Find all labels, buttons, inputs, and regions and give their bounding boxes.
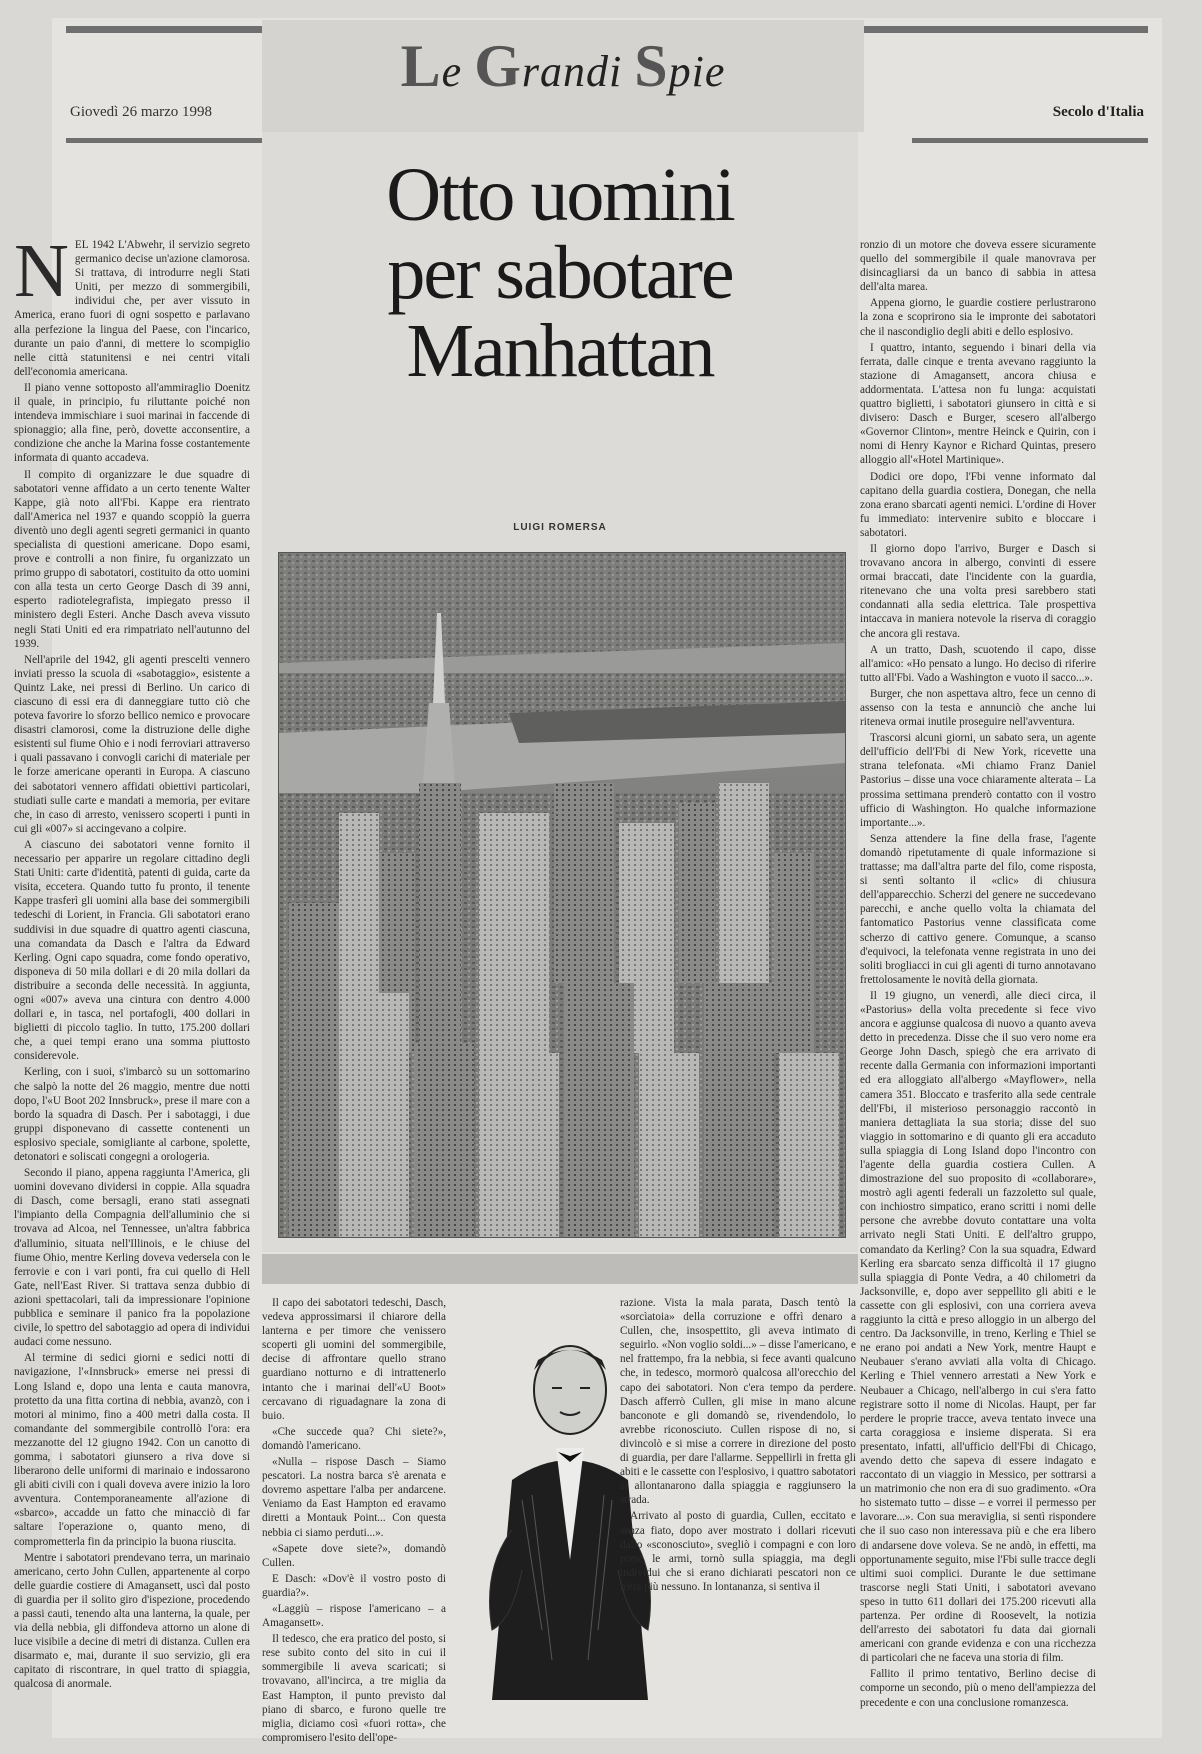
paragraph: Il 19 giugno, un venerdì, alle dieci circa, il «Pastorius» della volta precedente si fece vivo ancora e aggiunse qualcosa di nuovo a quanto aveva detto in precedenza. Disse che il suo vero nome era George John Dasch, spiegò che era arrivato di recente dalla Germania con informazioni importanti ed era alloggiato all'albergo «Mayflower», nella camera 351. Bloccato e trasferito alla sede centrale dell'Fbi, il misterioso personaggio raccontò in maniera dettagliata la sua storia; disse del suo viaggio in sottomarino e di quanto gli era accaduto sulla spiaggia di Long Island dopo l'incontro con l'agente della guardia costiera Cullen. A dimostrazione del suo proposito di «collaborare», mostrò agli agenti federali un fazzoletto sul quale, con inchiostro simpatico, erano scritti i nomi delle persone che avrebbe dovuto contattare una volta arrivato negli Stati Uniti. E dell'altro gruppo, comandato da Kerling? Con la sua squadra, Edward Kerling era sbarcato senza difficoltà il 17 giugno sulla spiaggia di Ponte Vedra, a 40 chilometri da Jacksonville, e, dopo aver seppellito gli abiti e le cassette con gli esplosivi, con una corriera aveva raggiunto la città e preso alloggio in un albergo del centro. Da Jacksonville, in treno, Kerling e Thiel se ne erano poi andati a New York, mentre Haupt e Neubauer s'erano avviati alla volta di Chicago. Kerling e Thiel vennero arrestati a New York e Neubauer a Chicago, nell'albergo in cui s'era fatto registrare sotto il nome di Nicolas. Haupt, per far perdere le proprie tracce, aveva tentato invece una carta coraggiosa e insieme disperata. Si era presentato, infatti, all'ufficio dell'Fbi di Chicago, avendo detto che sapeva di essere indagato e raccontato di un viaggio in Messico, per sottrarsi a un matrimonio che non era di suo gradimento. «Ora ho sistemato tutto – disse – e vorrei il permesso per lavorare...». Con sua meraviglia, si sentì rispondere che il suo caso non interessava più e che era libero di andarsene dove voleva. Se ne andò, in effetti, ma opportunamente seguito, mise l'Fbi sulle tracce degli ultimi suoi complici. Durante le due settimane trascorse negli Stati Uniti, i sabotatori avevano speso in tutto 611 dollari dei 175.200 ricevuti alla partenza. Per ordine di Roosevelt, la notizia dell'arresto dei sabotatori fu data dai giornali americani con grande evidenza e con una ricchezza di particolari che ne faceva una storia di film. xyxy=(860,989,1096,1665)
article-column-2 xyxy=(262,1296,446,1744)
paragraph: I quattro, intanto, seguendo i binari della via ferrata, dalle cinque e trenta avevano raggiunto la stazione di Amagansett, ancora chiusa e addormentata. L'attesa non fu lunga: acquistati quattro biglietti, i sabotatori giunsero in città e si divisero: Dasch e Burger, scesero all'albergo «Governor Clinton», mentre Heinck e Quirin, con i nomi di Henry Kaynor e Richard Quintas, presero alloggio all'«Hotel Martinique». xyxy=(860,341,1096,467)
paragraph: «Sapete dove siete?», domandò Cullen. xyxy=(262,1542,446,1569)
manhattan-aerial-photo xyxy=(278,552,846,1238)
paragraph: EL 1942 L'Abwehr, il servizio segreto germanico decise un'azione clamorosa. Si trattava, di introdurre negli Stati Uniti, per mezzo di sommergibili, individui che, per aver vissuto in America, erano fuori di ogni sospetto e parlavano alla perfezione la lingua del Paese, con l'incarico, durante un paio d'anni, di mettere lo scompiglio nelle città statunitensi e nei centri vitali dell'economia americana. xyxy=(14,239,250,378)
paper-name: Secolo d'Italia xyxy=(1052,104,1144,120)
drop-cap: N xyxy=(14,229,69,313)
paragraph: Il tedesco, che era pratico del posto, si rese subito conto del sito in cui il sommergibile li aveva scaricati; si trovavano, all'incirca, a tre miglia da East Hampton, il punto previsto dal piano di sbarco, e furono quelle tre miglia, diciamo così «fuori rotta», che compromisero l'esito dell'ope- xyxy=(262,1633,446,1744)
paragraph: Il capo dei sabotatori tedeschi, Dasch, vedeva approssimarsi il chiarore della lanterna e per timore che venissero scoperti gli uomini del sommergibile, decise di affrontare quello strano guardiano notturno e di intrattenerlo intanto che i marinai dell'«U Boot» cercavano di riguadagnare la zona di buio. xyxy=(262,1297,446,1422)
paragraph: Appena giorno, le guardie costiere perlustrarono la zona e scoprirono sia le impronte dei sabotatori che il nascondiglio degli abiti e dello esplosivo. xyxy=(860,297,1096,338)
paragraph: «Laggiù – rispose l'americano – a Amagansett». xyxy=(262,1602,446,1630)
paragraph: «Che succede qua? Chi siete?», domandò l'americano. xyxy=(262,1425,446,1452)
paragraph: «Nulla – rispose Dasch – Siamo pescatori. La nostra barca s'è arenata e dovremo aspettare l'alba per andarcene. Veniamo da East Hampton ed eravamo diretti a Montauk Point... Con questa nebbia ci siamo perduti...». xyxy=(262,1456,446,1539)
paragraph: Il compito di organizzare le due squadre di sabotatori venne affidato a un certo tenente Walter Kappe, già noto all'Fbi. Kappe era rientrato dall'America nel 1937 e quando scoppiò la guerra diventò uno degli agenti segreti germanici in quanto specialista di questioni americane. Dopo esami, prove e controlli a non finire, fu organizzato un primo gruppo di sabotatori, costituito da otto uomini con alla testa un certo George Dasch di 39 anni, esperto radiotelegrafista, impiegato presso il ministero degli Esteri. Anche Dasch aveva vissuto negli Stati Uniti ed era rimpatriato nell'autunno del 1939. xyxy=(14,468,250,650)
headline-line-1: Otto uomini xyxy=(386,153,734,237)
series-title: Le Grandi Spie xyxy=(400,33,726,99)
paragraph: Arrivato al posto di guardia, Cullen, eccitato e senza fiato, dopo aver mostrato i dollari ricevuti dallo «sconosciuto», svegliò i compagni e con loro prese le armi, tornò sulla spiaggia, ma degli individui che si erano dichiarati pescatori non ce n'era più nessuno. In lontananza, si sentiva il xyxy=(620,1510,856,1593)
paragraph: Il piano venne sottoposto all'ammiraglio Doenitz il quale, in principio, fu riluttante poiché non intendeva immischiare i suoi marinai in faccende di spionaggio; alla fine, però, dovette acconsentire, a condizione che anche la Marina fosse costantemente informata di quanto accadeva. xyxy=(14,381,250,465)
paragraph: Mentre i sabotatori prendevano terra, un marinaio americano, certo John Cullen, appartenente al corpo delle guardie costiere di Amagansett, uscì dal posto di guardia per il solito giro d'ispezione, procedendo a passi cauti, tenendo alta una lanterna, la quale, per via della nebbia, gli diffondeva attorno un alone di luce visibile a decine di metri di distanza. Cullen era disarmato e, mai, durante il suo servizio, gli era capitato di riscontrare, in quel tratto di spiaggia, qualcosa di anormale. xyxy=(14,1551,250,1691)
paragraph: Nell'aprile del 1942, gli agenti prescelti vennero inviati presso la scuola di «sabotaggio», esistente a Quintz Lake, nei pressi di Berlino. Un carico di ciascuno di essi era di danneggiare tutto ciò che poteva favorire lo sforzo bellico nemico e provocare disastri clamorosi, come la distruzione delle dighe esistenti sul fiume Ohio e i nodi ferroviari attraverso i quali passavano i convogli carichi di materiale per le forze americane operanti in Europa. A ciascuno dei sabotatori vennero affidati obiettivi particolari, studiati sulle carte e mandati a memoria, per evitare che, in caso di arresto, venissero scoperti i punti in cui gli «007» si accingevano a colpire. xyxy=(14,653,250,835)
paragraph: Dodici ore dopo, l'Fbi venne informato dal capitano della guardia costiera, Donegan, che nella zona erano sbarcati agenti nemici. L'ordine di Hover fu immediato: intervenire subito e bloccare i sabotatori. xyxy=(860,470,1096,539)
headline-line-2: per sabotare xyxy=(387,231,733,315)
paragraph: Al termine di sedici giorni e sedici notti di navigazione, l'«Innsbruck» emerse nei pressi di Long Island e, dopo una lenta e cauta manovra, protetto da una fitta cortina di nebbia, avanzò, con i motori al minimo, fino a 400 metri dalla costa. Il comandante del sommergibile controllò l'ora: era mezzanotte del 12 giugno 1942. Con un canotto di gomma, i sabotatori giunsero a riva dove si liberarono delle uniformi di marinaio e indossarono gli abiti civili con i quali doveva avere inizio la loro avventura. Contemporaneamente all'azione di «sbarco», accadde un fatto che minacciò di far saltare l'operazione o, quanto meno, di comprometterla fin da principio la buona riuscita. xyxy=(14,1352,250,1548)
paragraph: ronzio di un motore che doveva essere sicuramente quello del sommergibile il quale manovrava per disincagliarsi da un banco di sabbia in attesa dell'alta marea. xyxy=(860,239,1096,294)
paragraph: A ciascuno dei sabotatori venne fornito il necessario per apparire un regolare cittadino degli Stati Uniti: carte d'identità, patenti di guida, carte da visita, eccetera. Quando tutto fu pronto, il tenente Kappe trasferì gli uomini alla base dei sommergibili tedeschi di Lorient, in Francia. Gli sabotatori erano suddivisi in due squadre di quattro agenti ciascuna, una comandata da Dasch e l'altra da Edward Kerling. Ogni capo squadra, come fondo operativo, disponeva di 50 mila dollari e di 20 mila dollari da distribuire a seconda delle necessità. In aggiunta, ogni «007» aveva una cintura con dentro 4.000 dollari e, in tasca, nel portafogli, 400 dollari in biglietti di piccolo taglio. In tutto, 175.200 dollari che, a quei tempi erano una somma piuttosto considerevole. xyxy=(14,838,250,1063)
paragraph: E Dasch: «Dov'è il vostro posto di guardia?». xyxy=(262,1572,446,1599)
paragraph: Burger, che non aspettava altro, fece un cenno di assenso con la testa e annunciò che anche lui riteneva ormai inutile proseguire nell'avventura. xyxy=(860,687,1096,729)
byline: LUIGI ROMERSA xyxy=(513,522,607,533)
headline-line-3: Manhattan xyxy=(406,309,714,393)
article-column-1 xyxy=(14,229,250,1708)
paragraph: A un tratto, Dash, scuotendo il capo, disse all'amico: «Ho pensato a lungo. Ho deciso di riferire tutto all'Fbi. Vado a Washington e vuoto il sacco...». xyxy=(860,643,1096,684)
headline xyxy=(262,153,858,393)
paragraph: Fallito il primo tentativo, Berlino decise di comporne un secondo, più o meno dell'ampiezza del precedente e con una conclusione romanzesca. xyxy=(860,1668,1096,1709)
article-column-3 xyxy=(620,1296,856,1708)
paragraph: Senza attendere la fine della frase, l'agente domandò ripetutamente di quale informazione si trattasse; ma dall'altra parte del filo, come risposta, si sentì soltanto il «clic» di chiusura dell'apparecchio. Scherzi del genere ne succedevano parecchi, e anche quello volta la chiamata del fantomatico Pastorius venne classificata come scherzo di cattivo genere. Comunque, a scanso d'equivoci, la telefonata venne registrata in uno dei soliti brogliacci in cui gli agenti di turno annotavano frettolosamente le novità della giornata. xyxy=(860,832,1096,986)
header-rule-right xyxy=(912,138,1148,143)
divider-strip xyxy=(262,1254,858,1284)
paragraph: Secondo il piano, appena raggiunta l'America, gli uomini dovevano dividersi in coppie. Alla squadra di Dasch, come bersagli, erano stati assegnati l'impianto della Compagnia dell'alluminio che si trovava ad Alcoa, nel Tennessee, un'altra fabbrica d'alluminio, situata nell'Illinois, e le chiuse del fiume Ohio, mentre Kerling doveva vedersela con le ferrovie e con i vari ponti, fra cui quello di Hell Gate, nell'East River. Si trattava senza dubbio di azioni spettacolari, tali da impressionare l'opinione pubblica e seminare il panico fra la popolazione civile, lo spettro del sabotaggio ad opera di individui audaci come nessuno. xyxy=(14,1167,250,1349)
series-header xyxy=(262,20,864,132)
paragraph: razione. Vista la mala parata, Dasch tentò la «sorcìatoia» della corruzione e offrì denaro a Cullen, che, insospettito, gli aveva intimato di seguirlo. «Non voglio soldi...» – disse l'americano, e nel frattempo, fra la nebbia, si fece avanti qualcuno che, in tedesco, mormorò qualcosa all'orecchio del capo dei sabotatori. Non c'era tempo da perdere. Dasch afferrò Cullen, gli mise in mano alcune banconote e gli domandò se, rivendendolo, lo avrebbe riconosciuto. Cullen rispose di no, si divincolò e si mise a correre in direzione del posto di guardia, per dare l'allarme. Seppellirli in fretta gli abiti e le cassette con l'esplosivo, i quattro sabotatori si allontanarono dalla spiaggia e raggiunsero la strada. xyxy=(620,1297,856,1507)
article-column-4 xyxy=(860,238,1096,1708)
paragraph: Kerling, con i suoi, s'imbarcò su un sottomarino che salpò la notte del 26 maggio, mentre due notti dopo, l'«U Boot 202 Innsbruck», prese il mare con a bordo la squadra di Dasch. Per i sabotaggi, i due gruppi disponevano di cassette contenenti un esplosivo speciale, somigliante al carbone, spolette, detonatori e soliscati congegni a orologeria. xyxy=(14,1066,250,1163)
paragraph: Trascorsi alcuni giorni, un sabato sera, un agente dell'ufficio dell'Fbi di New York, ricevette una strana telefonata. «Mi chiamo Franz Daniel Pastorius – disse una voce chiaramente alterata – La prossima settimana prenderò contatto con il vostro ufficio di Washington. Ho qualche informazione importante...». xyxy=(860,732,1096,829)
dateline: Giovedì 26 marzo 1998 xyxy=(70,104,213,120)
paragraph: Il giorno dopo l'arrivo, Burger e Dasch si trovavano ancora in albergo, convinti di essere ormai braccati, date l'incidente con la guardia, ritenevano che una volta presi sarebbero stati condannati alla sedia elettrica. Tale prospettiva intaccava in maniera notevole la riserva di coraggio che ancora gli restava. xyxy=(860,542,1096,640)
